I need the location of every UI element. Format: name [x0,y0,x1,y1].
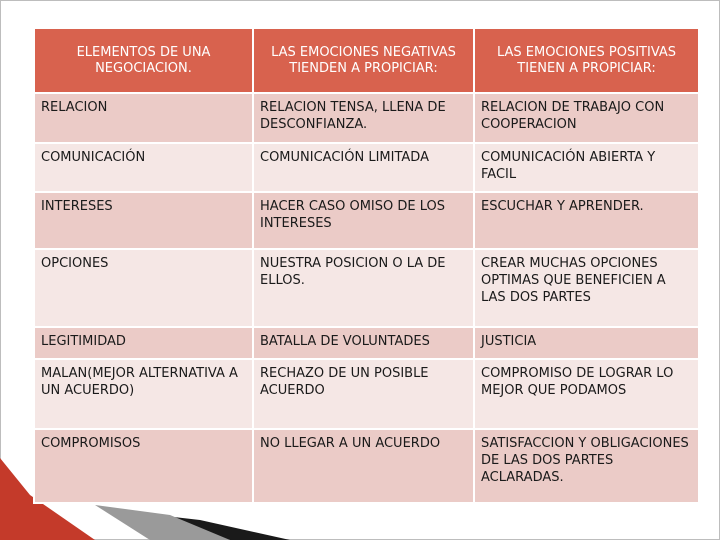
table-row [35,328,698,358]
header-elements: ELEMENTOS DE UNA NEGOCIACION. [35,29,252,92]
cell-element: OPCIONES [35,250,252,326]
cell-negative: RECHAZO DE UN POSIBLE ACUERDO [254,360,473,428]
cell-negative: NO LLEGAR A UN ACUERDO [254,430,473,502]
cell-positive: RELACION DE TRABAJO CON COOPERACION [475,94,698,142]
cell-element: RELACION [35,94,252,142]
table-row [35,360,698,428]
cell-positive: SATISFACCION Y OBLIGACIONES DE LAS DOS PARTES ACLARADAS. [475,430,698,502]
table-row [35,144,698,191]
header-negative-emotions: LAS EMOCIONES NEGATIVAS TIENDEN A PROPICIAR: [254,29,473,92]
cell-element: MALAN(MEJOR ALTERNATIVA A UN ACUERDO) [35,360,252,428]
table-row [35,250,698,326]
table-row [35,430,698,502]
cell-positive: ESCUCHAR Y APRENDER. [475,193,698,248]
cell-element: COMUNICACIÓN [35,144,252,191]
cell-element: COMPROMISOS [35,430,252,502]
cell-positive: JUSTICIA [475,328,698,358]
cell-positive: COMUNICACIÓN ABIERTA Y FACIL [475,144,698,191]
cell-element: INTERESES [35,193,252,248]
cell-negative: COMUNICACIÓN LIMITADA [254,144,473,191]
table-row [35,94,698,142]
cell-negative: NUESTRA POSICION O LA DE ELLOS. [254,250,473,326]
cell-negative: RELACION TENSA, LLENA DE DESCONFIANZA. [254,94,473,142]
cell-negative: BATALLA DE VOLUNTADES [254,328,473,358]
cell-element: LEGITIMIDAD [35,328,252,358]
cell-positive: COMPROMISO DE LOGRAR LO MEJOR QUE PODAMOS [475,360,698,428]
comparison-table [33,27,700,504]
cell-negative: HACER CASO OMISO DE LOS INTERESES [254,193,473,248]
header-positive-emotions: LAS EMOCIONES POSITIVAS TIENEN A PROPICIAR: [475,29,698,92]
header-row [35,29,698,92]
cell-positive: CREAR MUCHAS OPCIONES OPTIMAS QUE BENEFICIEN A LAS DOS PARTES [475,250,698,326]
table-row [35,193,698,248]
